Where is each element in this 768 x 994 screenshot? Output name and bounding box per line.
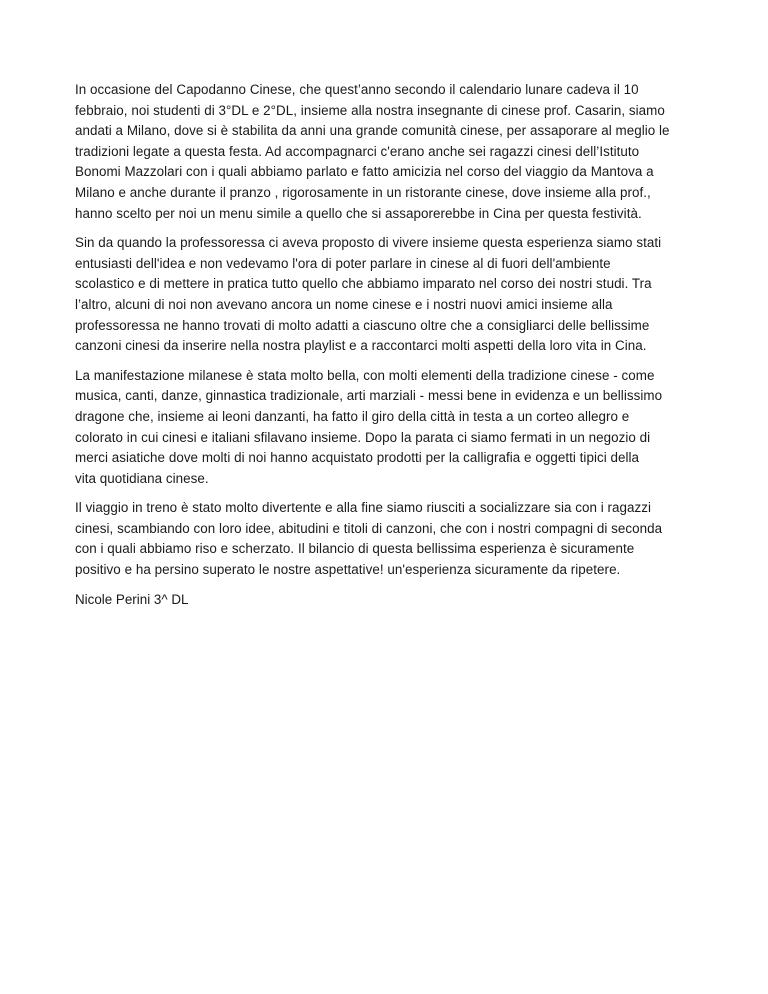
author-signature: Nicole Perini 3^ DL xyxy=(75,591,189,607)
paragraph-experience: Sin da quando la professoressa ci aveva proposto di vivere insieme questa esperienza siamo stati entusiasti dell'idea e non vedevamo l'ora di poter parlare in cinese al di fuori dell'ambiente scolastico e di mettere in pratica tutto quello che abbiamo imparato nel corso dei nostri studi. Tra l’altro, alcuni di noi non avevano ancora un nome cinese e i nostri nuovi amici insieme alla professoressa ne hanno trovati di molto adatti a ciascuno oltre che a consigliarci delle bellissime canzoni cinesi da inserire nella nostra playlist e a raccontarci molti aspetti della loro vita in Cina. xyxy=(75,235,662,354)
paragraph-conclusion: Il viaggio in treno è stato molto divertente e alla fine siamo riusciti a socializzare sia con i ragazzi cinesi, scambiando con loro idee, abitudini e titoli di canzoni, che con i nostri compagni di seconda con i quali abbiamo riso e scherzato. Il bilancio di questa bellissima esperienza è sicuramente positivo e ha persino superato le nostre aspettative! un'esperienza sicuramente da ripetere. xyxy=(75,500,663,578)
document-body xyxy=(75,80,705,610)
paragraph-intro: In occasione del Capodanno Cinese, che quest’anno secondo il calendario lunare cadeva il 10 febbraio, noi studenti di 3°DL e 2°DL, insieme alla nostra insegnante di cinese prof. Casarin, siamo andati a Milano, dove si è stabilita da anni una grande comunità cinese, per assaporare al meglio le tradizioni legate a questa festa. Ad accompagnarci c'erano anche sei ragazzi cinesi dell’Istituto Bonomi Mazzolari con i quali abbiamo parlato e fatto amicizia nel corso del viaggio da Mantova a Milano e anche durante il pranzo , rigorosamente in un ristorante cinese, dove insieme alla prof., hanno scelto per noi un menu simile a quello che si assaporerebbe in Cina per questa festività. xyxy=(75,82,670,221)
paragraph-parade: La manifestazione milanese è stata molto bella, con molti elementi della tradizione cinese - come musica, canti, danze, ginnastica tradizionale, arti marziali - messi bene in evidenza e un bellissimo dragone che, insieme ai leoni danzanti, ha fatto il giro della città in testa a un corteo allegro e colorato in cui cinesi e italiani sfilavano insieme. Dopo la parata ci siamo fermati in un negozio di merci asiatiche dove molti di noi hanno acquistato prodotti per la calligrafia e oggetti tipici della vita quotidiana cinese. xyxy=(75,367,663,486)
